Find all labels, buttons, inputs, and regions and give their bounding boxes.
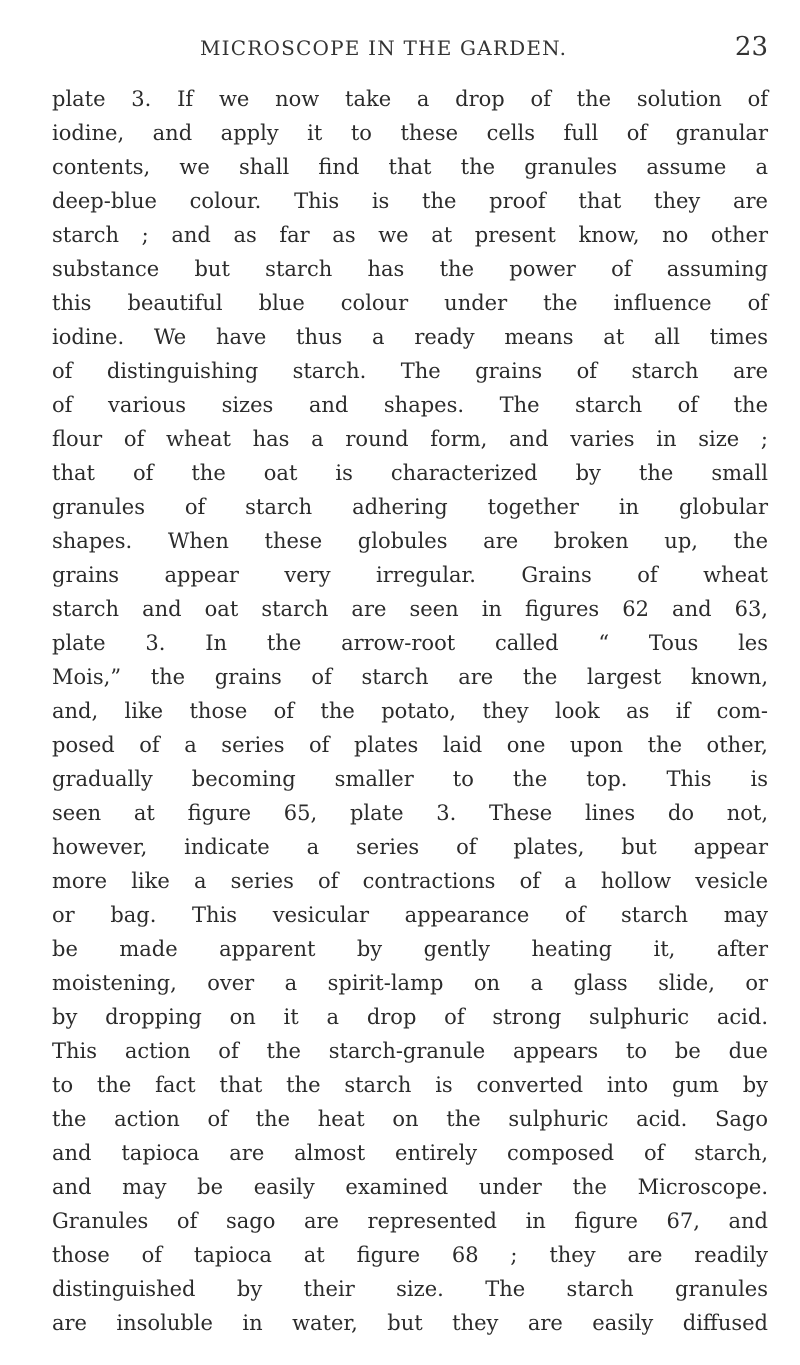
text-line: flour of wheat has a round form, and varies in size ; bbox=[52, 427, 768, 451]
text-line: of various sizes and shapes. The starch of the bbox=[52, 393, 768, 417]
text-line: that of the oat is characterized by the small bbox=[52, 461, 768, 485]
running-head bbox=[52, 32, 768, 76]
text-line: Mois,” the grains of starch are the largest known, bbox=[52, 665, 768, 689]
body-text bbox=[52, 82, 768, 1340]
text-line: to the fact that the starch is converted into gum by bbox=[52, 1073, 768, 1097]
text-line: iodine, and apply it to these cells full of granular bbox=[52, 121, 768, 145]
text-line: grains appear very irregular. Grains of wheat bbox=[52, 563, 768, 587]
text-line: shapes. When these globules are broken up, the bbox=[52, 529, 768, 553]
text-line: plate 3. In the arrow-root called “ Tous les bbox=[52, 631, 768, 655]
text-line: posed of a series of plates laid one upon the other, bbox=[52, 733, 768, 757]
text-line: and tapioca are almost entirely composed of starch, bbox=[52, 1141, 768, 1165]
text-line: and may be easily examined under the Microscope. bbox=[52, 1175, 768, 1199]
text-line: however, indicate a series of plates, but appear bbox=[52, 835, 768, 859]
text-line: seen at figure 65, plate 3. These lines do not, bbox=[52, 801, 768, 825]
text-line: plate 3. If we now take a drop of the solution of bbox=[52, 87, 768, 111]
text-line: This action of the starch-granule appears to be due bbox=[52, 1039, 768, 1063]
text-line: contents, we shall find that the granules assume a bbox=[52, 155, 768, 179]
text-line: iodine. We have thus a ready means at all times bbox=[52, 325, 768, 349]
text-line: the action of the heat on the sulphuric acid. Sago bbox=[52, 1107, 768, 1131]
text-line: be made apparent by gently heating it, after bbox=[52, 937, 768, 961]
running-title: MICROSCOPE IN THE GARDEN. bbox=[200, 36, 568, 60]
text-line: those of tapioca at figure 68 ; they are readily bbox=[52, 1243, 768, 1267]
text-line: gradually becoming smaller to the top. This is bbox=[52, 767, 768, 791]
text-line: and, like those of the potato, they look as if com- bbox=[52, 699, 768, 723]
text-line: starch ; and as far as we at present know, no other bbox=[52, 223, 768, 247]
text-line: Granules of sago are represented in figure 67, and bbox=[52, 1209, 768, 1233]
text-line: by dropping on it a drop of strong sulphuric acid. bbox=[52, 1005, 768, 1029]
page-number: 23 bbox=[734, 32, 768, 62]
text-line: or bag. This vesicular appearance of starch may bbox=[52, 903, 768, 927]
text-line: distinguished by their size. The starch granules bbox=[52, 1277, 768, 1301]
text-line: granules of starch adhering together in globular bbox=[52, 495, 768, 519]
text-line: moistening, over a spirit-lamp on a glass slide, or bbox=[52, 971, 768, 995]
text-line: substance but starch has the power of assuming bbox=[52, 257, 768, 281]
text-line: of distinguishing starch. The grains of starch are bbox=[52, 359, 768, 383]
text-line: starch and oat starch are seen in figures 62 and 63, bbox=[52, 597, 768, 621]
text-line: more like a series of contractions of a hollow vesicle bbox=[52, 869, 768, 893]
text-line: this beautiful blue colour under the influence of bbox=[52, 291, 768, 315]
text-line: are insoluble in water, but they are easily diffused bbox=[52, 1311, 768, 1335]
text-line: deep-blue colour. This is the proof that they are bbox=[52, 189, 768, 213]
